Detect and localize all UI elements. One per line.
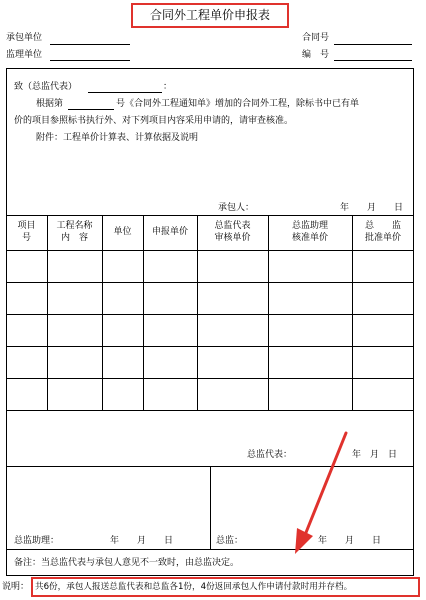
annotation-arrow-shaft bbox=[305, 433, 346, 535]
remark-note: 备注：当总监代表与承包人意见不一致时，由总监决定。 bbox=[14, 558, 240, 568]
director-date: 年 月 日 bbox=[318, 536, 382, 546]
column-header: 总监助理 核准单价 bbox=[291, 221, 328, 243]
body-line-2: 价的项目参照标书执行外、对下列项目内容采用申请的，请审查核准。 bbox=[14, 116, 294, 126]
contract-no-label: 合同号 bbox=[302, 33, 330, 43]
supervisor-label: 监理单位 bbox=[6, 50, 43, 60]
annotation-arrow-head bbox=[295, 528, 313, 554]
notice-prefix: 根据第 bbox=[36, 99, 64, 109]
footer-label: 说明： bbox=[2, 582, 30, 592]
contractor-signature-date: 年 月 日 bbox=[340, 203, 404, 213]
notice-suffix: 号《合同外工程通知单》增加的合同外工程，除标书中已有单 bbox=[116, 99, 360, 109]
column-header: 单位 bbox=[113, 227, 132, 237]
supervisor-rep-date: 年 月 日 bbox=[352, 450, 398, 460]
addressee-label: 致（总监代表） bbox=[14, 82, 78, 92]
column-header: 总 监 批准单价 bbox=[364, 221, 401, 243]
serial-no-label: 编 号 bbox=[302, 50, 330, 60]
director-signature-label: 总监： bbox=[216, 536, 244, 546]
column-header: 工程名称 内 容 bbox=[56, 221, 93, 243]
assistant-signature-label: 总监助理： bbox=[14, 536, 60, 546]
page-title: 合同外工程单价申报表 bbox=[149, 8, 270, 22]
addressee-colon: ： bbox=[163, 82, 173, 92]
contractor-label: 承包单位 bbox=[6, 33, 43, 43]
contractor-signature-label: 承包人： bbox=[218, 203, 255, 213]
column-header: 申报单价 bbox=[151, 227, 188, 237]
column-header: 总监代表 审核单价 bbox=[214, 221, 251, 243]
column-header: 项目 号 bbox=[17, 221, 36, 243]
footer-text: 共6份，承包人报送总监代表和总监各1份，4份返回承包人作申请付款时用并存档。 bbox=[35, 582, 353, 592]
attachment-line: 附件：工程单价计算表、计算依据及说明 bbox=[36, 133, 199, 143]
assistant-date: 年 月 日 bbox=[110, 536, 174, 546]
supervisor-rep-signature-label: 总监代表： bbox=[247, 450, 293, 460]
